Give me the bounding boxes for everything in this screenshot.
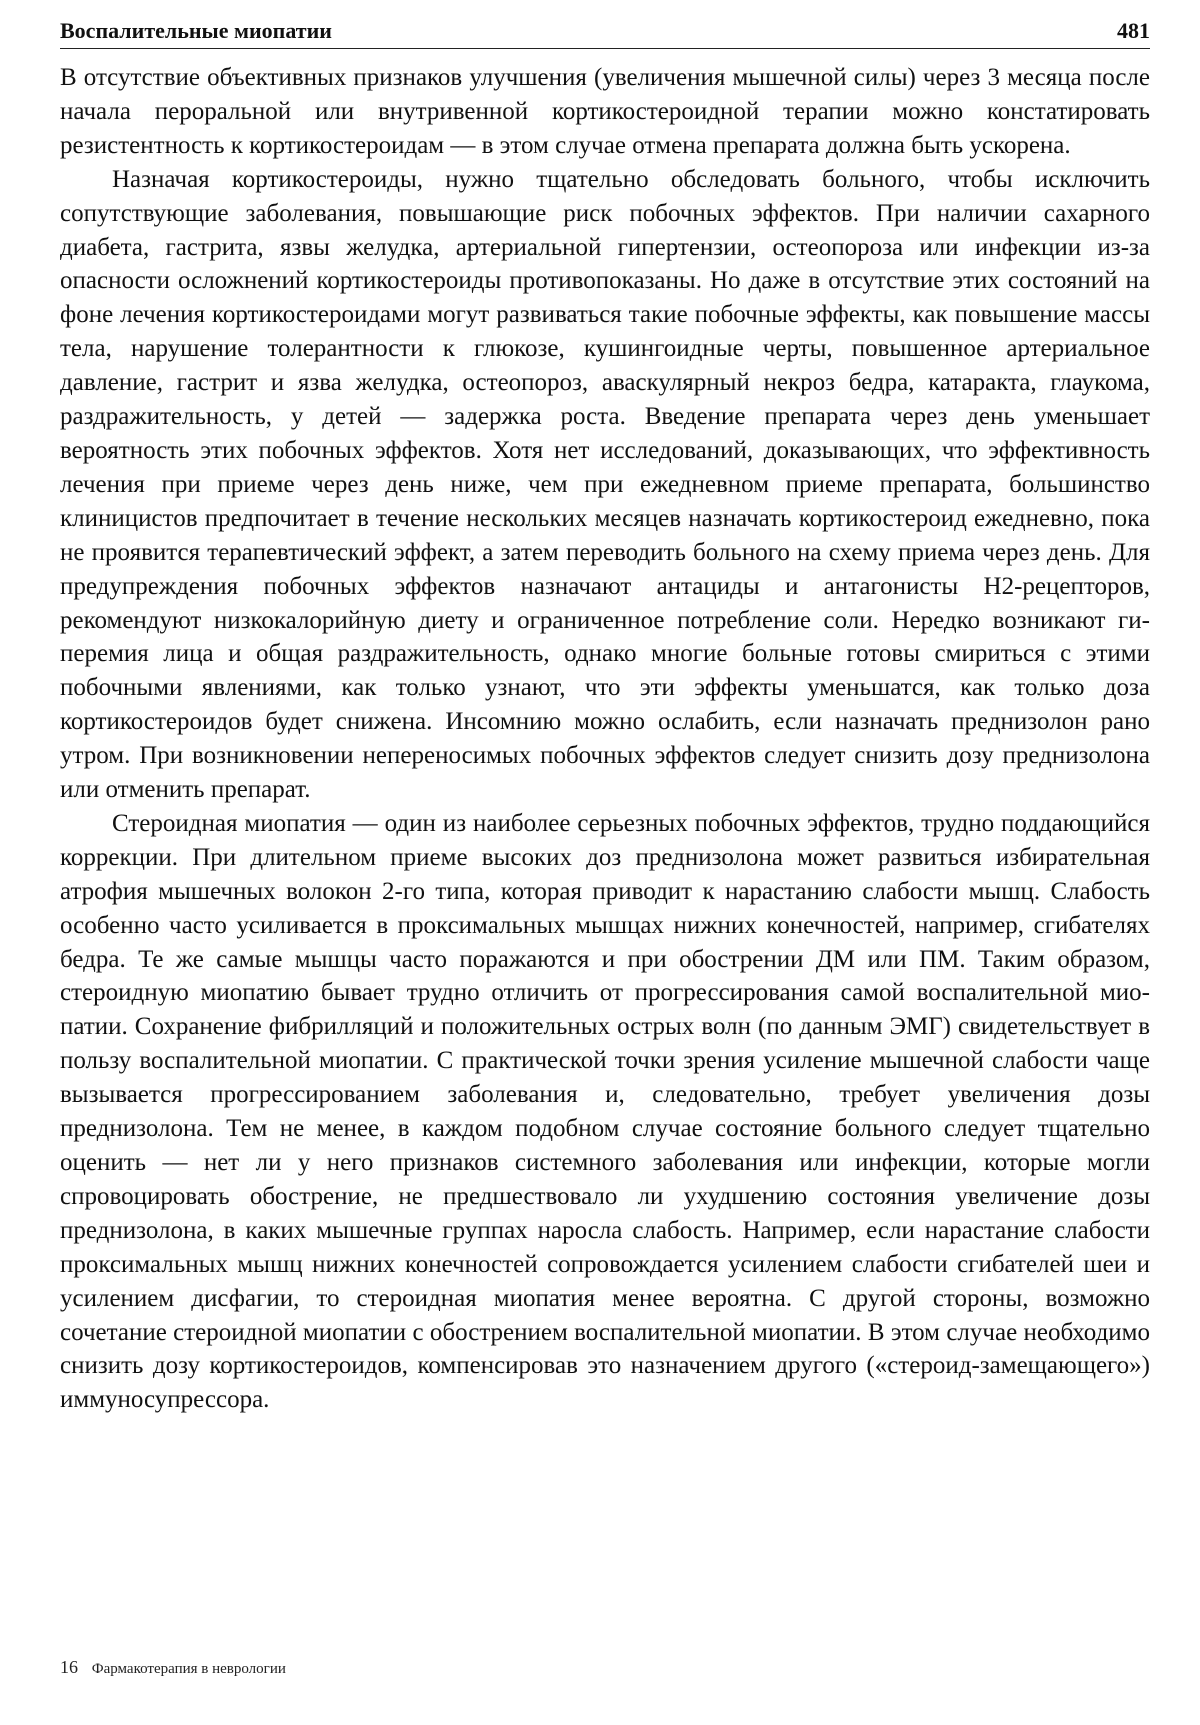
paragraph-continuation: В отсутствие объективных признаков улучшения (увеличения мышечной силы) через 3 месяца после начала пероральной или внутривенной кортикостероидной терапии можно констатировать резистентность к кортикостероидам — в этом случае отмена препарата должна быть ускорена. (60, 64, 1150, 159)
running-title: Воспалительные миопатии (60, 18, 332, 43)
running-header (60, 18, 1150, 49)
body-text (60, 61, 1150, 1417)
signature-mark: 16 (60, 1657, 78, 1677)
book-title: Фармакотерапия в неврологии (91, 1661, 286, 1677)
book-page (60, 18, 1150, 1417)
paragraph-corticosteroid-side-effects: Назначая кортикостероиды, нужно тщательно обследовать больного, чтобы исключить сопутствующие заболевания, повышающие риск побочных эффектов. При наличии сахарного диабета, гастрита, язвы желудка, артериальной гипертензии, остеопороза или инфекции из-за опасности осложнений кортикостероиды противопоказаны. Но даже в отсутствие этих состояний на фоне лечения кортикостероидами могут развиваться такие побочные эффекты, как повышение массы тела, нарушение толерантности к глюкозе, кушингоидные черты, повышенное артериальное давление, гастрит и язва желудка, остеопороз, аваскулярный некроз бедра, катаракта, глаукома, раздражительность, у детей — задержка роста. Введение препарата через день уменьшает вероятность этих побочных эффектов. Хотя нет исследований, доказывающих, что эффективность лечения при приеме через день ниже, чем при ежедневном приеме препарата, большинство клиницистов предпочитает в течение нескольких месяцев назначать кортикостероид ежедневно, пока не проявится терапевтический эффект, а затем переводить больного на схему приема через день. Для предупреждения побочных эффектов назначают антациды и антагонисты Н2-рецепторов, рекомендуют низкокалорийную диету и ограниченное потребление соли. Нередко возникают гиперемия лица и общая раздражительность, однако многие больные готовы смириться с этими побочными явлениями, как только узнают, что эти эффекты уменьшатся, как только доза кортикостероидов будет снижена. Инсомнию можно ослабить, если назначать преднизолон рано утром. При возникновении непереносимых побочных эффектов следует снизить дозу преднизолона или отменить препарат. (60, 165, 1150, 804)
page-number: 481 (1117, 18, 1150, 43)
paragraph-steroid-myopathy: Стероидная миопатия — один из наиболее серьезных побочных эффектов, трудно поддающийся коррекции. При длительном приеме высоких доз преднизолона может развиться избирательная атрофия мышечных волокон 2-го типа, которая приводит к нарастанию слабости мышц. Слабость особенно часто усиливается в проксимальных мышцах нижних конечностей, например, сгибателях бедра. Те же самые мышцы часто поражаются и при обострении ДМ или ПМ. Таким образом, стероидную миопатию бывает трудно отличить от прогрессирования самой воспалительной миопатии. Сохранение фибрилляций и положительных острых волн (по данным ЭМГ) свидетельствует в пользу воспалительной миопатии. С практической точки зрения усиление мышечной слабости чаще вызывается прогрессированием заболевания и, следовательно, требует увеличения дозы преднизолона. Тем не менее, в каждом подобном случае состояние больного следует тщательно оценить — нет ли у него признаков системного заболевания или инфекции, которые могли спровоцировать обострение, не предшествовало ли ухудшению состояния увеличение дозы преднизолона, в каких мышечные группах наросла слабость. Например, если нарастание слабости проксимальных мышц нижних конечностей сопровождается усилением слабости сгибателей шеи и усилением дисфагии, то стероидная миопатия менее вероятна. С другой стороны, возможно сочетание стероидной миопатии с обострением воспалительной миопатии. В этом случае необходимо снизить дозу кортикостероидов, компенсировав это назначением другого («стероид-замещающего») иммуносупрессора. (60, 809, 1150, 1414)
page-footer (60, 1658, 286, 1678)
